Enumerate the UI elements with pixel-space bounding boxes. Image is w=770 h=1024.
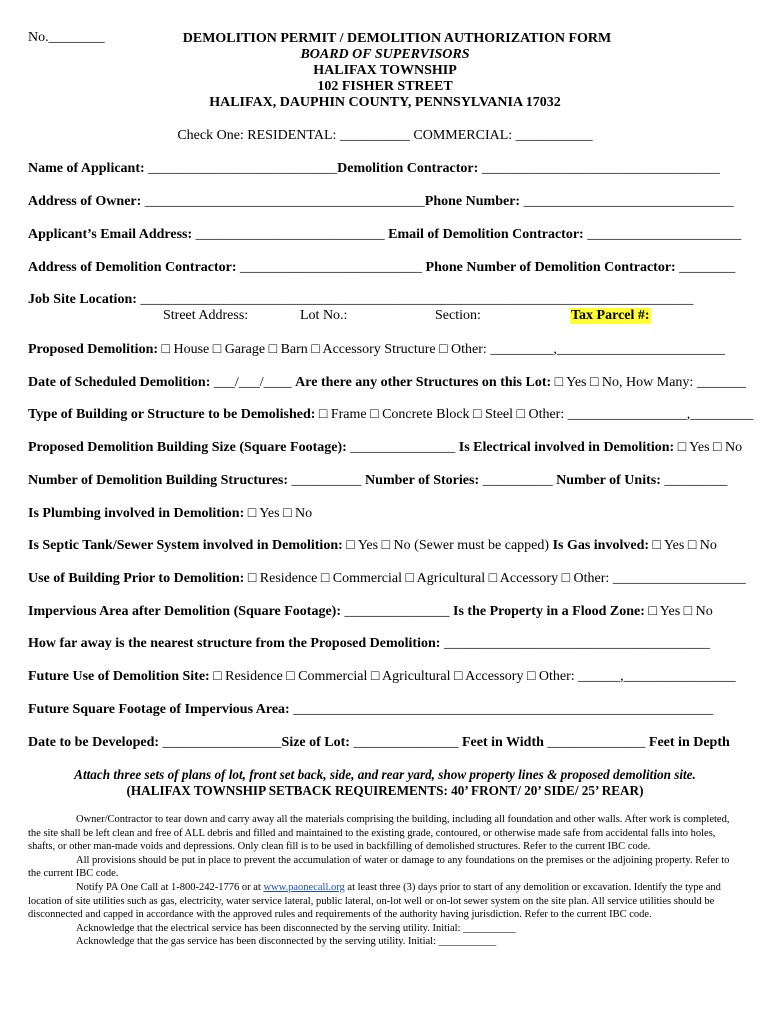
units-label: Number of Units: [556,473,661,488]
prior-use-label: Use of Building Prior to Demolition: [28,571,245,586]
prior-use-options[interactable]: □ Residence □ Commercial □ Agricultural □ Accessory □ Other: ___________________ [244,571,746,586]
notes-section [28,813,740,949]
scheduled-date-label: Date of Scheduled Demolition: [28,375,211,390]
contractor-email-label: Email of Demolition Contractor: [388,227,584,242]
permit-number[interactable]: No.________ [28,30,105,45]
note-water: All provisions should be put in place to prevent the accumulation of water or damage to any foundations on the premises or the adjoining property. Refer to the current IBC code. [28,854,730,880]
contractor-phone-field[interactable]: ________ [675,260,736,275]
contractor-field[interactable]: __________________________________ [478,161,720,176]
building-type-options[interactable]: □ Frame □ Concrete Block □ Steel □ Other: _________________,_________ [315,407,754,422]
phone-field[interactable]: ______________________________ [520,194,734,209]
nearest-structure-field[interactable]: ______________________________________ [440,636,710,651]
applicant-row[interactable] [28,160,743,177]
applicant-label: Name of Applicant: [28,161,145,176]
future-impervious-row[interactable] [28,701,743,718]
building-size-field[interactable]: _______________ [346,440,459,455]
applicant-email-field[interactable]: ___________________________ [192,227,389,242]
check-one-type[interactable]: Check One: RESIDENTAL: __________ COMMERCIAL: ___________ [177,128,593,143]
future-use-options[interactable]: □ Residence □ Commercial □ Agricultural □ Accessory □ Other: ______,________________ [209,669,736,684]
future-use-row[interactable] [28,668,743,685]
section-caption: Section: [435,308,481,323]
township-street: 102 FISHER STREET [317,79,453,94]
scheduled-date-field[interactable]: ___/___/____ [210,375,296,390]
applicant-field[interactable]: ___________________________ [144,161,338,176]
building-type-label: Type of Building or Structure to be Demolished: [28,407,316,422]
email-row[interactable] [28,226,743,243]
nearest-structure-label: How far away is the nearest structure from the Proposed Demolition: [28,636,441,651]
contractor-email-field[interactable]: ______________________ [583,227,742,242]
impervious-field[interactable]: _______________ [341,604,454,619]
ack-gas[interactable]: Acknowledge that the gas service has been disconnected by the serving utility. Initial: ___________ [76,936,497,948]
lot-size-field[interactable]: _______________ [349,735,462,750]
owner-address-label: Address of Owner: [28,194,142,209]
job-site-field[interactable]: _______________________________________________________________________________ [136,292,694,307]
gas-options[interactable]: □ Yes □ No [649,538,717,553]
nearest-structure-row[interactable] [28,635,743,652]
width-label: Feet in Width [461,735,544,750]
contractor-address-field[interactable]: __________________________ [236,260,426,275]
width-field[interactable]: ______________ [543,735,649,750]
attach-plans-instruction: Attach three sets of plans of lot, front set back, side, and rear yard, show property lines & proposed demolition site. [74,767,696,782]
applicant-email-label: Applicant’s Email Address: [28,227,193,242]
lot-size-label: Size of Lot: [281,735,350,750]
units-field[interactable]: _________ [660,473,728,488]
plumbing-options[interactable]: □ Yes □ No [244,506,313,521]
septic-row[interactable] [28,537,743,554]
building-size-label: Proposed Demolition Building Size (Square Footage): [28,440,347,455]
lot-no-caption: Lot No.: [300,308,348,323]
other-structures-options[interactable]: □ Yes □ No, How Many: _______ [551,375,746,390]
township-name: HALIFAX TOWNSHIP [313,63,457,78]
phone-label: Phone Number: [424,194,521,209]
contractor-label: Demolition Contractor: [337,161,479,176]
developed-date-field[interactable]: _________________ [159,735,282,750]
paonecall-link[interactable]: www.paonecall.org [263,881,345,893]
future-impervious-label: Future Square Footage of Impervious Area: [28,702,290,717]
stories-field[interactable]: __________ [479,473,557,488]
owner-row[interactable] [28,193,743,210]
stories-label: Number of Stories: [365,473,480,488]
job-site-label: Job Site Location: [28,292,137,307]
septic-options[interactable]: □ Yes □ No (Sewer must be capped) [342,538,553,553]
flood-zone-options[interactable]: □ Yes □ No [644,604,713,619]
note-cleanup: Owner/Contractor to tear down and carry away all the materials comprising the building, including all foundation and other walls. After work is completed, the site shall be left clean and free of ALL debris and filled and maintained to the existing grade, contoured, or otherwise made safe from accidental falls into holes, shafts, or other man-made voids and depressions. Only clean fill is to be used in backfilling of demolished structures. Refer to the current IBC code. [28,814,730,853]
developed-date-label: Date to be Developed: [28,735,160,750]
tax-parcel-caption: Tax Parcel #: [571,308,650,323]
building-type-row[interactable] [28,406,754,423]
impervious-row[interactable] [28,603,743,620]
note-pa-one-call: Notify PA One Call at 1-800-242-1776 or at www.paonecall.org at least three (3) days prior to start of any demolition or excavation. Identify the type and location of site utilities such as gas, electricity, water service lateral, public lateral, on-lot well or on-lot sewer system on the site plan. All service utilities should be disconnected and capped in accordance with the approved rules and requirements of the authority having jurisdiction. Refer to the current IBC code. [28,881,721,921]
flood-zone-label: Is the Property in a Flood Zone: [453,604,645,619]
future-use-label: Future Use of Demolition Site: [28,669,210,684]
proposed-demolition-label: Proposed Demolition: [28,342,159,357]
plumbing-label: Is Plumbing involved in Demolition: [28,506,245,521]
other-structures-label: Are there any other Structures on this Lot: [295,375,552,390]
structures-count-row[interactable] [28,472,743,489]
structures-count-field[interactable]: __________ [288,473,366,488]
electrical-options[interactable]: □ Yes □ No [674,440,743,455]
contractor-address-label: Address of Demolition Contractor: [28,260,237,275]
gas-label: Is Gas involved: [552,538,650,553]
plumbing-row[interactable] [28,505,743,522]
setback-requirements: (HALIFAX TOWNSHIP SETBACK REQUIREMENTS: 40’ FRONT/ 20’ SIDE/ 25’ REAR) [126,783,644,798]
board-of-supervisors: BOARD OF SUPERVISORS [300,47,470,62]
street-address-caption: Street Address: [163,308,249,323]
prior-use-row[interactable] [28,570,746,587]
job-site-row[interactable] [28,291,743,308]
depth-label: Feet in Depth [648,735,730,750]
township-city: HALIFAX, DAUPHIN COUNTY, PENNSYLVANIA 17032 [209,95,561,110]
contractor-phone-label: Phone Number of Demolition Contractor: [425,260,676,275]
building-size-row[interactable] [28,439,743,456]
owner-address-field[interactable]: ________________________________________ [141,194,425,209]
scheduled-date-row[interactable] [28,374,746,391]
contractor-address-row[interactable] [28,259,743,276]
structures-count-label: Number of Demolition Building Structures: [28,473,289,488]
form-title: DEMOLITION PERMIT / DEMOLITION AUTHORIZATION FORM [182,31,612,46]
future-impervious-field[interactable]: ____________________________________________________________ [289,702,714,717]
ack-electric[interactable]: Acknowledge that the electrical service has been disconnected by the serving utility. Initial: __________ [76,922,516,934]
proposed-demolition-row[interactable] [28,341,743,358]
electrical-label: Is Electrical involved in Demolition: [458,440,675,455]
impervious-label: Impervious Area after Demolition (Square Footage): [28,604,342,619]
development-row[interactable] [28,734,743,751]
septic-label: Is Septic Tank/Sewer System involved in Demolition: [28,538,343,553]
proposed-demolition-options[interactable]: □ House □ Garage □ Barn □ Accessory Structure □ Other: _________,________________________ [158,342,725,357]
